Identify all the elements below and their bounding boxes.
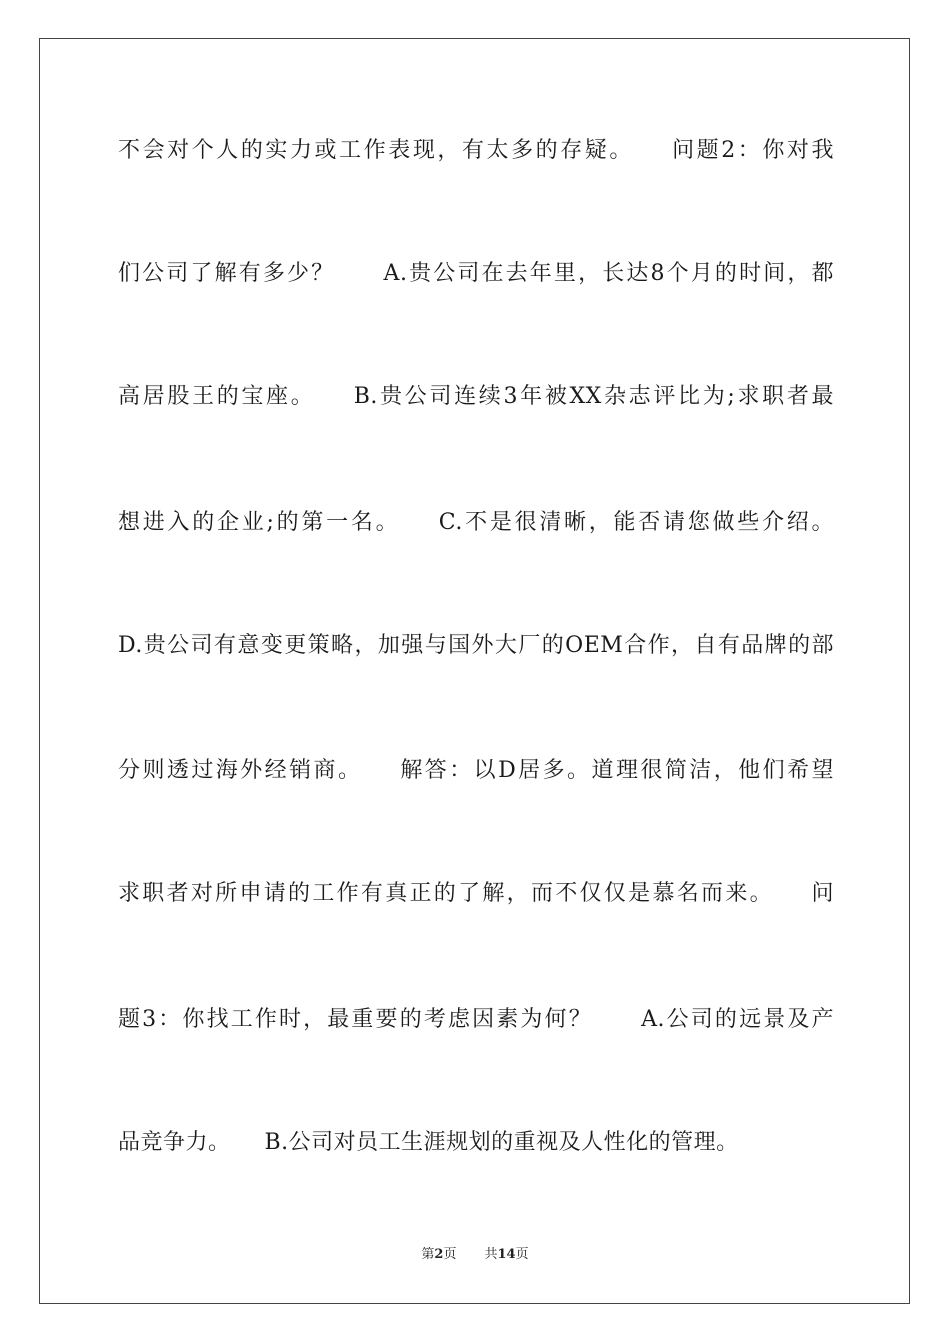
text-line-5: D.贵公司有意变更策略，加强与国外大厂的OEM合作，自有品牌的部 [118, 633, 834, 658]
current-page-number: 2 [434, 1247, 444, 1262]
text-line-4: 想进入的企业;的第一名。 C.不是很清晰，能否请您做些介绍。 [118, 510, 834, 535]
total-suffix: 页 [515, 1247, 529, 1262]
page-border [39, 38, 910, 1304]
total-prefix: 共 [484, 1247, 498, 1262]
text-line-9: 品竞争力。 B.公司对员工生涯规划的重视及人性化的管理。 [118, 1130, 739, 1155]
page-prefix: 第 [421, 1247, 435, 1262]
text-line-2: 们公司了解有多少？ A.贵公司在去年里，长达8个月的时间，都 [118, 261, 834, 286]
text-line-3: 高居股王的宝座。 B.贵公司连续3年被XX杂志评比为;求职者最 [118, 384, 834, 409]
total-pages-number: 14 [497, 1247, 516, 1262]
text-line-8: 题3：你找工作时，最重要的考虑因素为何？ A.公司的远景及产 [118, 1007, 834, 1032]
text-line-7: 求职者对所申请的工作有真正的了解，而不仅仅是慕名而来。 问 [118, 881, 834, 906]
page-footer [0, 1246, 950, 1264]
text-line-1: 不会对个人的实力或工作表现，有太多的存疑。 问题2：你对我 [118, 138, 834, 163]
text-line-6: 分则透过海外经销商。 解答：以D居多。道理很简洁，他们希望 [118, 758, 834, 783]
page-suffix: 页 [443, 1247, 457, 1262]
